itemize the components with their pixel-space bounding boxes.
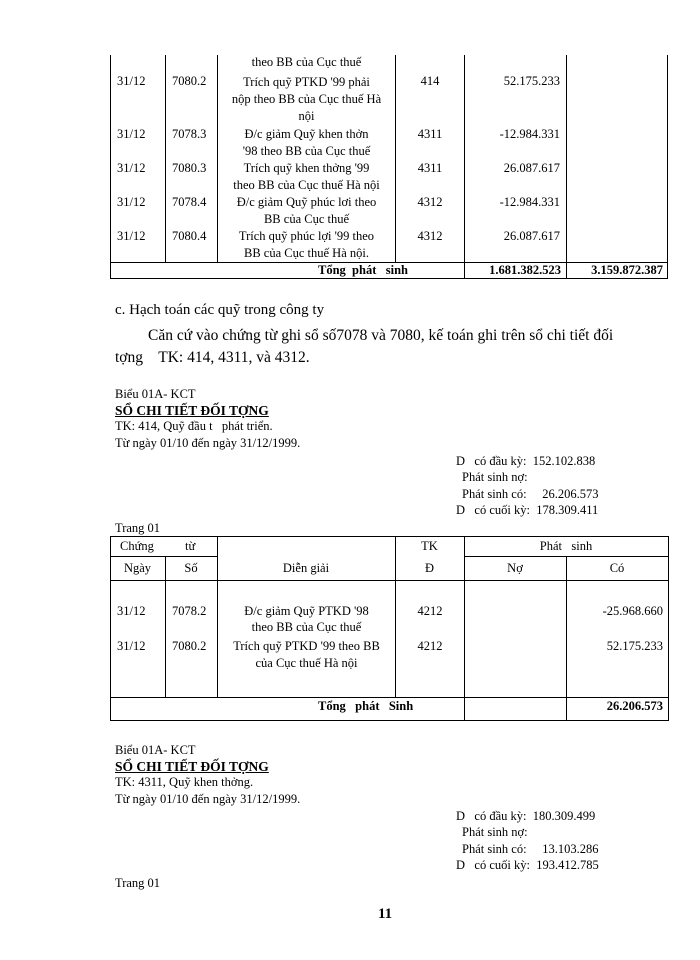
- l1-row-0-tk: 4212: [417, 604, 443, 618]
- top-row-4-desc-b: BB của Cục thuế: [263, 212, 350, 226]
- ledger1-title: SỔ CHI TIẾT ĐỐI TỢNG: [115, 403, 269, 418]
- ledger2-form: Biểu 01A- KCT: [115, 743, 196, 757]
- l1-total-label: Tổng phát Sinh: [318, 699, 414, 713]
- l1-hdr-chung: Chứng: [120, 539, 154, 553]
- top-row-2-desc-b: '98 theo BB của Cục thuế: [242, 144, 371, 158]
- top-row-1-date: 31/12: [117, 74, 146, 88]
- top-row-2-tk: 4311: [417, 127, 443, 141]
- top-row-5-desc-a: Trích quỹ phúc lợi '99 theo: [238, 229, 375, 243]
- l1-row-1-desc-b: của Cục thuế Hà nội: [255, 656, 358, 670]
- top-row-3-desc-a: Trích quỹ khen thởng '99: [243, 161, 370, 175]
- ledger2-account: TK: 4311, Quỹ khen thởng.: [115, 775, 254, 789]
- ledger1-arise-no: Phát sinh nợ:: [462, 470, 528, 484]
- l1-hdr-ngay: Ngày: [123, 561, 152, 575]
- top-row-4-tk: 4312: [417, 195, 443, 209]
- ledger2-bal-open: D có đầu kỳ: 180.309.499: [456, 809, 596, 823]
- top-row-1-tk: 414: [420, 74, 440, 88]
- section-c-para-line1: Căn cứ vào chứng từ ghi sổ số7078 và 7080, kế toán ghi trên sổ chi tiết đối: [148, 327, 614, 344]
- top-row-3-desc-b: theo BB của Cục thuế Hà nội: [233, 178, 380, 192]
- top-row-1-no: 52.175.233: [503, 74, 560, 88]
- top-row-5-no: 26.087.617: [503, 229, 560, 243]
- top-row-4-date: 31/12: [117, 195, 146, 209]
- l1-row-0-desc-a: Đ/c giảm Quỹ PTKD '98: [244, 604, 369, 618]
- ledger1-bal-close: D có cuối kỳ: 178.309.411: [456, 503, 599, 517]
- l1-total-co: 26.206.573: [606, 699, 663, 713]
- l1-row-1-co: 52.175.233: [606, 639, 663, 653]
- top-row-4-desc-a: Đ/c giảm Quỹ phúc lơi theo: [236, 195, 377, 209]
- l1-hdr-co: Có: [609, 561, 625, 575]
- top-row-5-desc-b: BB của Cục thuế Hà nội.: [244, 246, 369, 260]
- l1-row-1-code: 7080.2: [172, 639, 207, 653]
- top-row-3-date: 31/12: [117, 161, 146, 175]
- top-row-3-tk: 4311: [417, 161, 443, 175]
- top-total-co: 3.159.872.387: [591, 263, 663, 277]
- l1-hdr-so: Số: [184, 561, 198, 575]
- ledger1-arise-co: Phát sinh có: 26.206.573: [462, 487, 599, 501]
- top-total-label: Tổng phát sinh: [318, 263, 408, 277]
- top-row-2-no: -12.984.331: [499, 127, 560, 141]
- l1-row-0-date: 31/12: [117, 604, 146, 618]
- top-row-5-tk: 4312: [417, 229, 443, 243]
- l1-row-0-code: 7078.2: [172, 604, 207, 618]
- top-row-1-desc-a: Trích quỹ PTKD '99 phải: [243, 75, 370, 89]
- l1-row-1-date: 31/12: [117, 639, 146, 653]
- l1-row-1-desc-a: Trích quỹ PTKD '99 theo BB: [233, 639, 380, 653]
- top-row-1-desc-b: nộp theo BB của Cục thuế Hà: [231, 92, 382, 106]
- ledger1-period: Từ ngày 01/10 đến ngày 31/12/1999.: [115, 436, 301, 450]
- ledger1-account: TK: 414, Quỹ đầu t phát triển.: [115, 419, 273, 433]
- l1-row-1-tk: 4212: [417, 639, 443, 653]
- section-c-heading: c. Hạch toán các quỹ trong công ty: [115, 302, 325, 318]
- top-row-0-desc: theo BB của Cục thuế: [251, 55, 362, 69]
- ledger2-bal-close: D có cuối kỳ: 193.412.785: [456, 858, 599, 872]
- ledger2-period: Từ ngày 01/10 đến ngày 31/12/1999.: [115, 792, 301, 806]
- top-row-4-code: 7078.4: [172, 195, 207, 209]
- l1-hdr-d: Đ: [424, 561, 435, 575]
- top-total-no: 1.681.382.523: [489, 263, 561, 277]
- ledger1-form: Biểu 01A- KCT: [115, 387, 196, 401]
- ledger2-page: Trang 01: [115, 876, 161, 890]
- top-row-2-date: 31/12: [117, 127, 146, 141]
- l1-hdr-phat-sinh: Phát sinh: [539, 539, 593, 553]
- l1-hdr-no: Nợ: [507, 561, 523, 575]
- ledger1-page: Trang 01: [115, 521, 161, 535]
- section-c-para-line2: tợng TK: 414, 4311, và 4312.: [115, 349, 310, 366]
- top-row-1-desc-c: nội: [298, 109, 315, 123]
- top-row-5-date: 31/12: [117, 229, 146, 243]
- top-row-3-no: 26.087.617: [503, 161, 560, 175]
- top-row-1-code: 7080.2: [172, 74, 207, 88]
- l1-hdr-tk: TK: [421, 539, 438, 553]
- l1-hdr-tu: từ: [185, 539, 196, 553]
- ledger2-title: SỔ CHI TIẾT ĐỐI TỢNG: [115, 759, 269, 774]
- l1-hdr-dien-giai: Diễn giải: [282, 561, 330, 575]
- l1-row-0-desc-b: theo BB của Cục thuế: [251, 620, 362, 634]
- ledger1-bal-open: D có đầu kỳ: 152.102.838: [456, 454, 596, 468]
- top-row-2-code: 7078.3: [172, 127, 207, 141]
- top-row-3-code: 7080.3: [172, 161, 207, 175]
- ledger2-arise-no: Phát sinh nợ:: [462, 825, 528, 839]
- page-number: 11: [378, 906, 393, 922]
- l1-row-0-co: -25.968.660: [602, 604, 663, 618]
- ledger2-arise-co: Phát sinh có: 13.103.286: [462, 842, 599, 856]
- top-row-4-no: -12.984.331: [499, 195, 560, 209]
- top-row-2-desc-a: Đ/c giảm Quỹ khen thởn: [244, 127, 369, 141]
- top-row-5-code: 7080.4: [172, 229, 207, 243]
